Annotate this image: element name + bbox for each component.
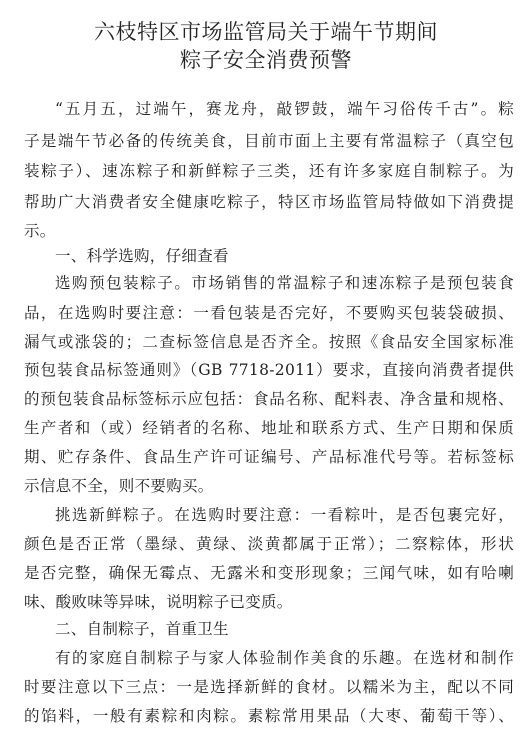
body-line-13: 期、贮存条件、食品生产许可证编号、产品标准代号等。若标签标 (24, 448, 514, 466)
body-line-1: “五月五，过端午，赛龙舟，敲锣鼓，端午习俗传千古”。粽 (55, 100, 514, 118)
body-line-22: 的馅料，一般有素粽和肉粽。素粽常用果品（大枣、葡萄干等）、 (24, 707, 514, 725)
body-line-10: 预包装食品标签通则》（GB 7718-2011）要求，直接向消费者提供 (24, 361, 514, 379)
body-line-11: 的预包装食品标签标示应包括：食品名称、配料表、净含量和规格、 (24, 390, 514, 408)
body-line-4: 帮助广大消费者安全健康吃粽子，特区市场监管局特做如下消费提 (24, 193, 514, 211)
body-line-20: 有的家庭自制粽子与家人体验制作美食的乐趣。在选材和制作 (55, 649, 514, 667)
body-line-9: 漏气或涨袋的；二查标签信息是否齐全。按照《食品安全国家标准 (24, 333, 514, 351)
document-title-line-2: 粽子安全消费预警 (180, 48, 352, 72)
body-line-14: 示信息不全，则不要购买。 (24, 477, 214, 495)
body-line-3: 装粽子）、速冻粽子和新鲜粽子三类，还有许多家庭自制粽子。为 (24, 162, 514, 180)
body-line-15: 挑选新鲜粽子。在选购时要注意：一看粽叶，是否包裹完好， (55, 506, 514, 524)
body-line-17: 是否完整，确保无霉点、无露米和变形现象；三闻气味，如有哈喇 (24, 564, 514, 582)
body-line-8: 品，在选购时要注意：一看包装是否完好，不要购买包装袋破损、 (24, 304, 514, 322)
body-line-5: 示。 (24, 222, 56, 240)
section-heading-1: 一、科学选购，仔细查看 (55, 247, 229, 265)
body-line-7: 选购预包装粽子。市场销售的常温粽子和速冻粽子是预包装食 (55, 274, 514, 292)
body-line-21: 时要注意以下三点：一是选择新鲜的食材。以糯米为主，配以不同 (24, 678, 514, 696)
section-heading-2: 二、自制粽子，首重卫生 (55, 620, 229, 638)
body-line-18: 味、酸败味等异味，说明粽子已变质。 (24, 593, 293, 611)
body-line-2: 子是端午节必备的传统美食，目前市面上主要有常温粽子（真空包 (24, 132, 514, 150)
body-line-12: 生产者和（或）经销者的名称、地址和联系方式、生产日期和保质 (24, 419, 514, 437)
document-title-line-1: 六枝特区市场监管局关于端午节期间 (94, 20, 438, 44)
body-line-16: 颜色是否正常（墨绿、黄绿、淡黄都属于正常）；二察粽体，形状 (24, 535, 514, 553)
